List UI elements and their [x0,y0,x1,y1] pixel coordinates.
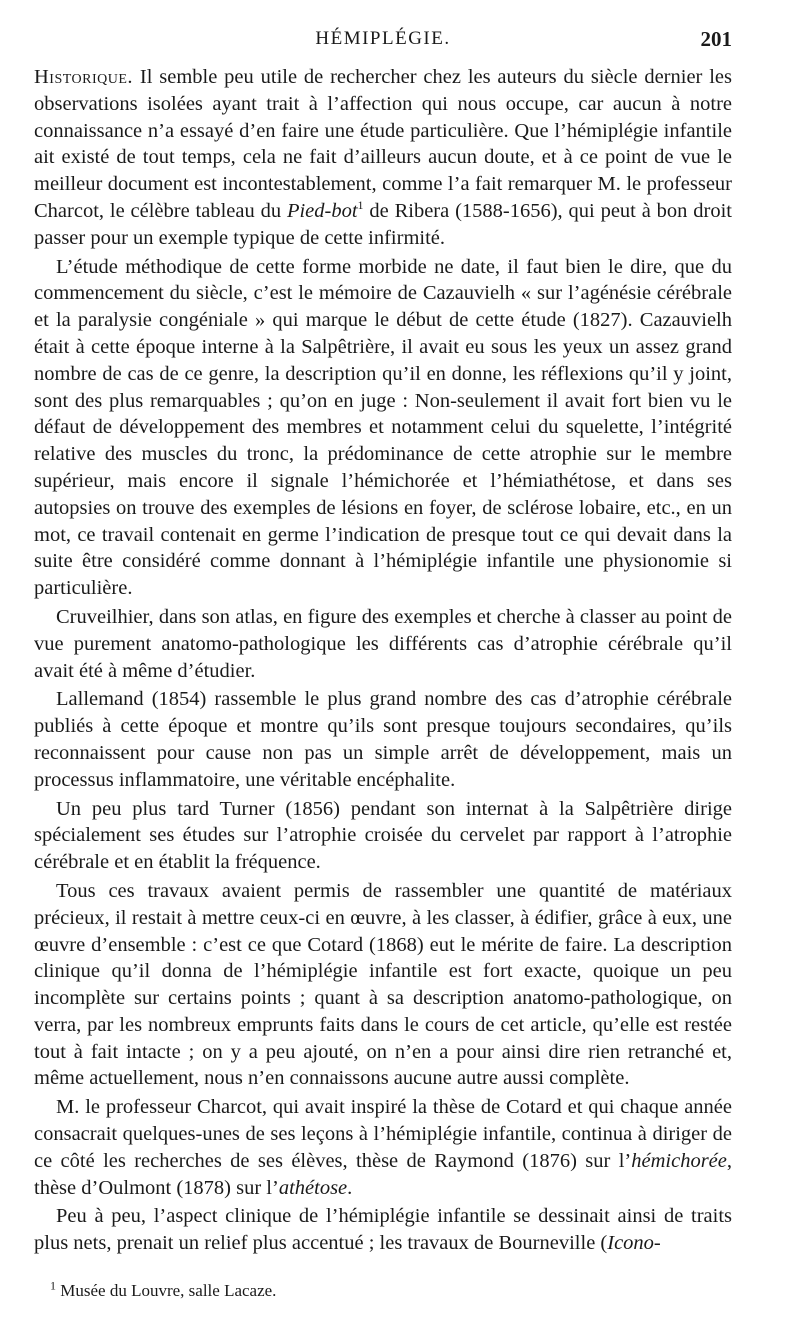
paragraph-text: L’étude méthodique de cette forme morbide ne date, il faut bien le dire, que du commencement du siècle, c’est le mémoire de Cazauvielh « sur l’agénésie cérébrale et la paralysie congéniale » qui marque le début de cette étude (1827). Cazauvielh était à cette époque interne à la Salpêtrière, il avait eu sous les yeux un assez grand nombre de cas de ce genre, la description qu’il en donne, les réflexions qu’il y joint, sont des plus remarquables ; qu’on en juge : Non-seulement il avait fort bien vu le défaut de développement des membres et notamment celui du squelette, l’intégrité relative des muscles du tronc, la prédominance de cette atrophie sur le membre supérieur, mais encore il signale l’hémichorée et l’hémiathétose, et dans ses autopsies on trouve des exemples de lésions en foyer, de sclérose lobaire, etc., en un mot, ce travail contenait en germe l’indication de presque tout ce qui devait dans la suite être considéré comme donnant à l’hémiplégie infantile une physionomie si particulière. [34,255,732,600]
paragraph-text: Lallemand (1854) rassemble le plus grand nombre des cas d’atrophie cérébrale publiés à cette époque et montre qu’ils sont presque toujours secondaires, qu’ils reconnaissent pour cause non pas un simple arrêt de développement, mais un processus inflammatoire, une véritable encéphalite. [34,688,732,791]
running-head: HÉMIPLÉGIE. [315,28,451,49]
italic-term: athétose [278,1176,348,1199]
paragraph-cotard [34,878,732,1092]
paragraph-text: Peu à peu, l’aspect clinique de l’hémiplégie infantile se dessinait ainsi de traits plus nets, prenait un relief plus accentué ; les travaux de Bourneville ( [34,1205,732,1255]
paragraph-text: de Ribera (1588-1656), qui peut à bon droit passer pour un exemple typique de cette infirmité. [34,199,733,249]
paragraph-charcot [34,1094,732,1201]
section-lead: Historique. [34,66,134,88]
page-header [34,28,732,60]
italic-term: hémichorée [631,1149,727,1172]
paragraph-peu-a-peu [34,1203,732,1257]
paragraph-turner [34,796,732,876]
italic-term: Pied-bot [286,199,358,222]
paragraph-text: , thèse d’Oulmont (1878) sur l’ [34,1149,732,1199]
footnote [50,1278,277,1301]
paragraph-text: Un peu plus tard Turner (1856) pendant son internat à la Salpêtrière dirige spécialement ses études sur l’atrophie croisée du cervelet par rapport à l’atrophie cérébrale et en établit la fréquence. [34,797,732,874]
paragraph-text: M. le professeur Charcot, qui avait inspiré la thèse de Cotard et qui chaque année consacrait quelques-unes de ses leçons à l’hémiplégie infantile, continua à diriger de ce côté les recherches de ses élèves, thèse de Raymond (1876) sur l’ [34,1096,732,1172]
footnote-marker: 1 [50,1278,56,1293]
paragraph-historique [34,64,732,252]
paragraph-text: . [347,1176,353,1199]
paragraph-text: Cruveilhier, dans son atlas, en figure des exemples et cherche à classer au point de vue purement anatomo-pathologique les différents cas d’atrophie cérébrale qu’il avait été à même d’étudier. [34,605,732,682]
paragraph-etude-methodique [34,254,732,602]
paragraph-cruveilhier [34,604,732,684]
footnote-text: Musée du Louvre, salle Lacaze. [60,1281,277,1300]
paragraph-text: Tous ces travaux avaient permis de rassembler une quantité de matériaux précieux, il restait à mettre ceux-ci en œuvre, à les classer, à édifier, grâce à eux, une œuvre d’ensemble : c’est ce que Cotard (1868) eut le mérite de faire. La description clinique qu’il donna de l’hémiplégie infantile est fort exacte, quoique un peu incomplète sur certains points ; quant à sa description anatomo-pathologique, on verra, par les nombreux emprunts faits dans le cours de cet article, qu’elle est restée tout à fait intacte ; on y a peu ajouté, on n’en a pour ainsi dire rien retranché et, même actuellement, nous n’en connaissons aucune autre aussi complète. [34,879,732,1090]
page-number: 201 [700,27,732,51]
footnote-ref: 1 [357,198,364,213]
paragraph-lallemand [34,686,732,793]
italic-term: Icono- [607,1232,661,1255]
paragraph-text: Il semble peu utile de rechercher chez les auteurs du siècle dernier les observations isolées ayant trait à l’affection qui nous occupe, car aucun à notre connaissance n’a essayé d’en faire une étude particulière. Que l’hémiplégie infantile ait existé de tout temps, cela ne fait d’ailleurs aucun doute, et à ce point de vue le meilleur document est incontestablement, comme l’a fait remarquer M. le professeur Charcot, le célèbre tableau du [34,66,732,222]
document-page [34,28,732,1257]
